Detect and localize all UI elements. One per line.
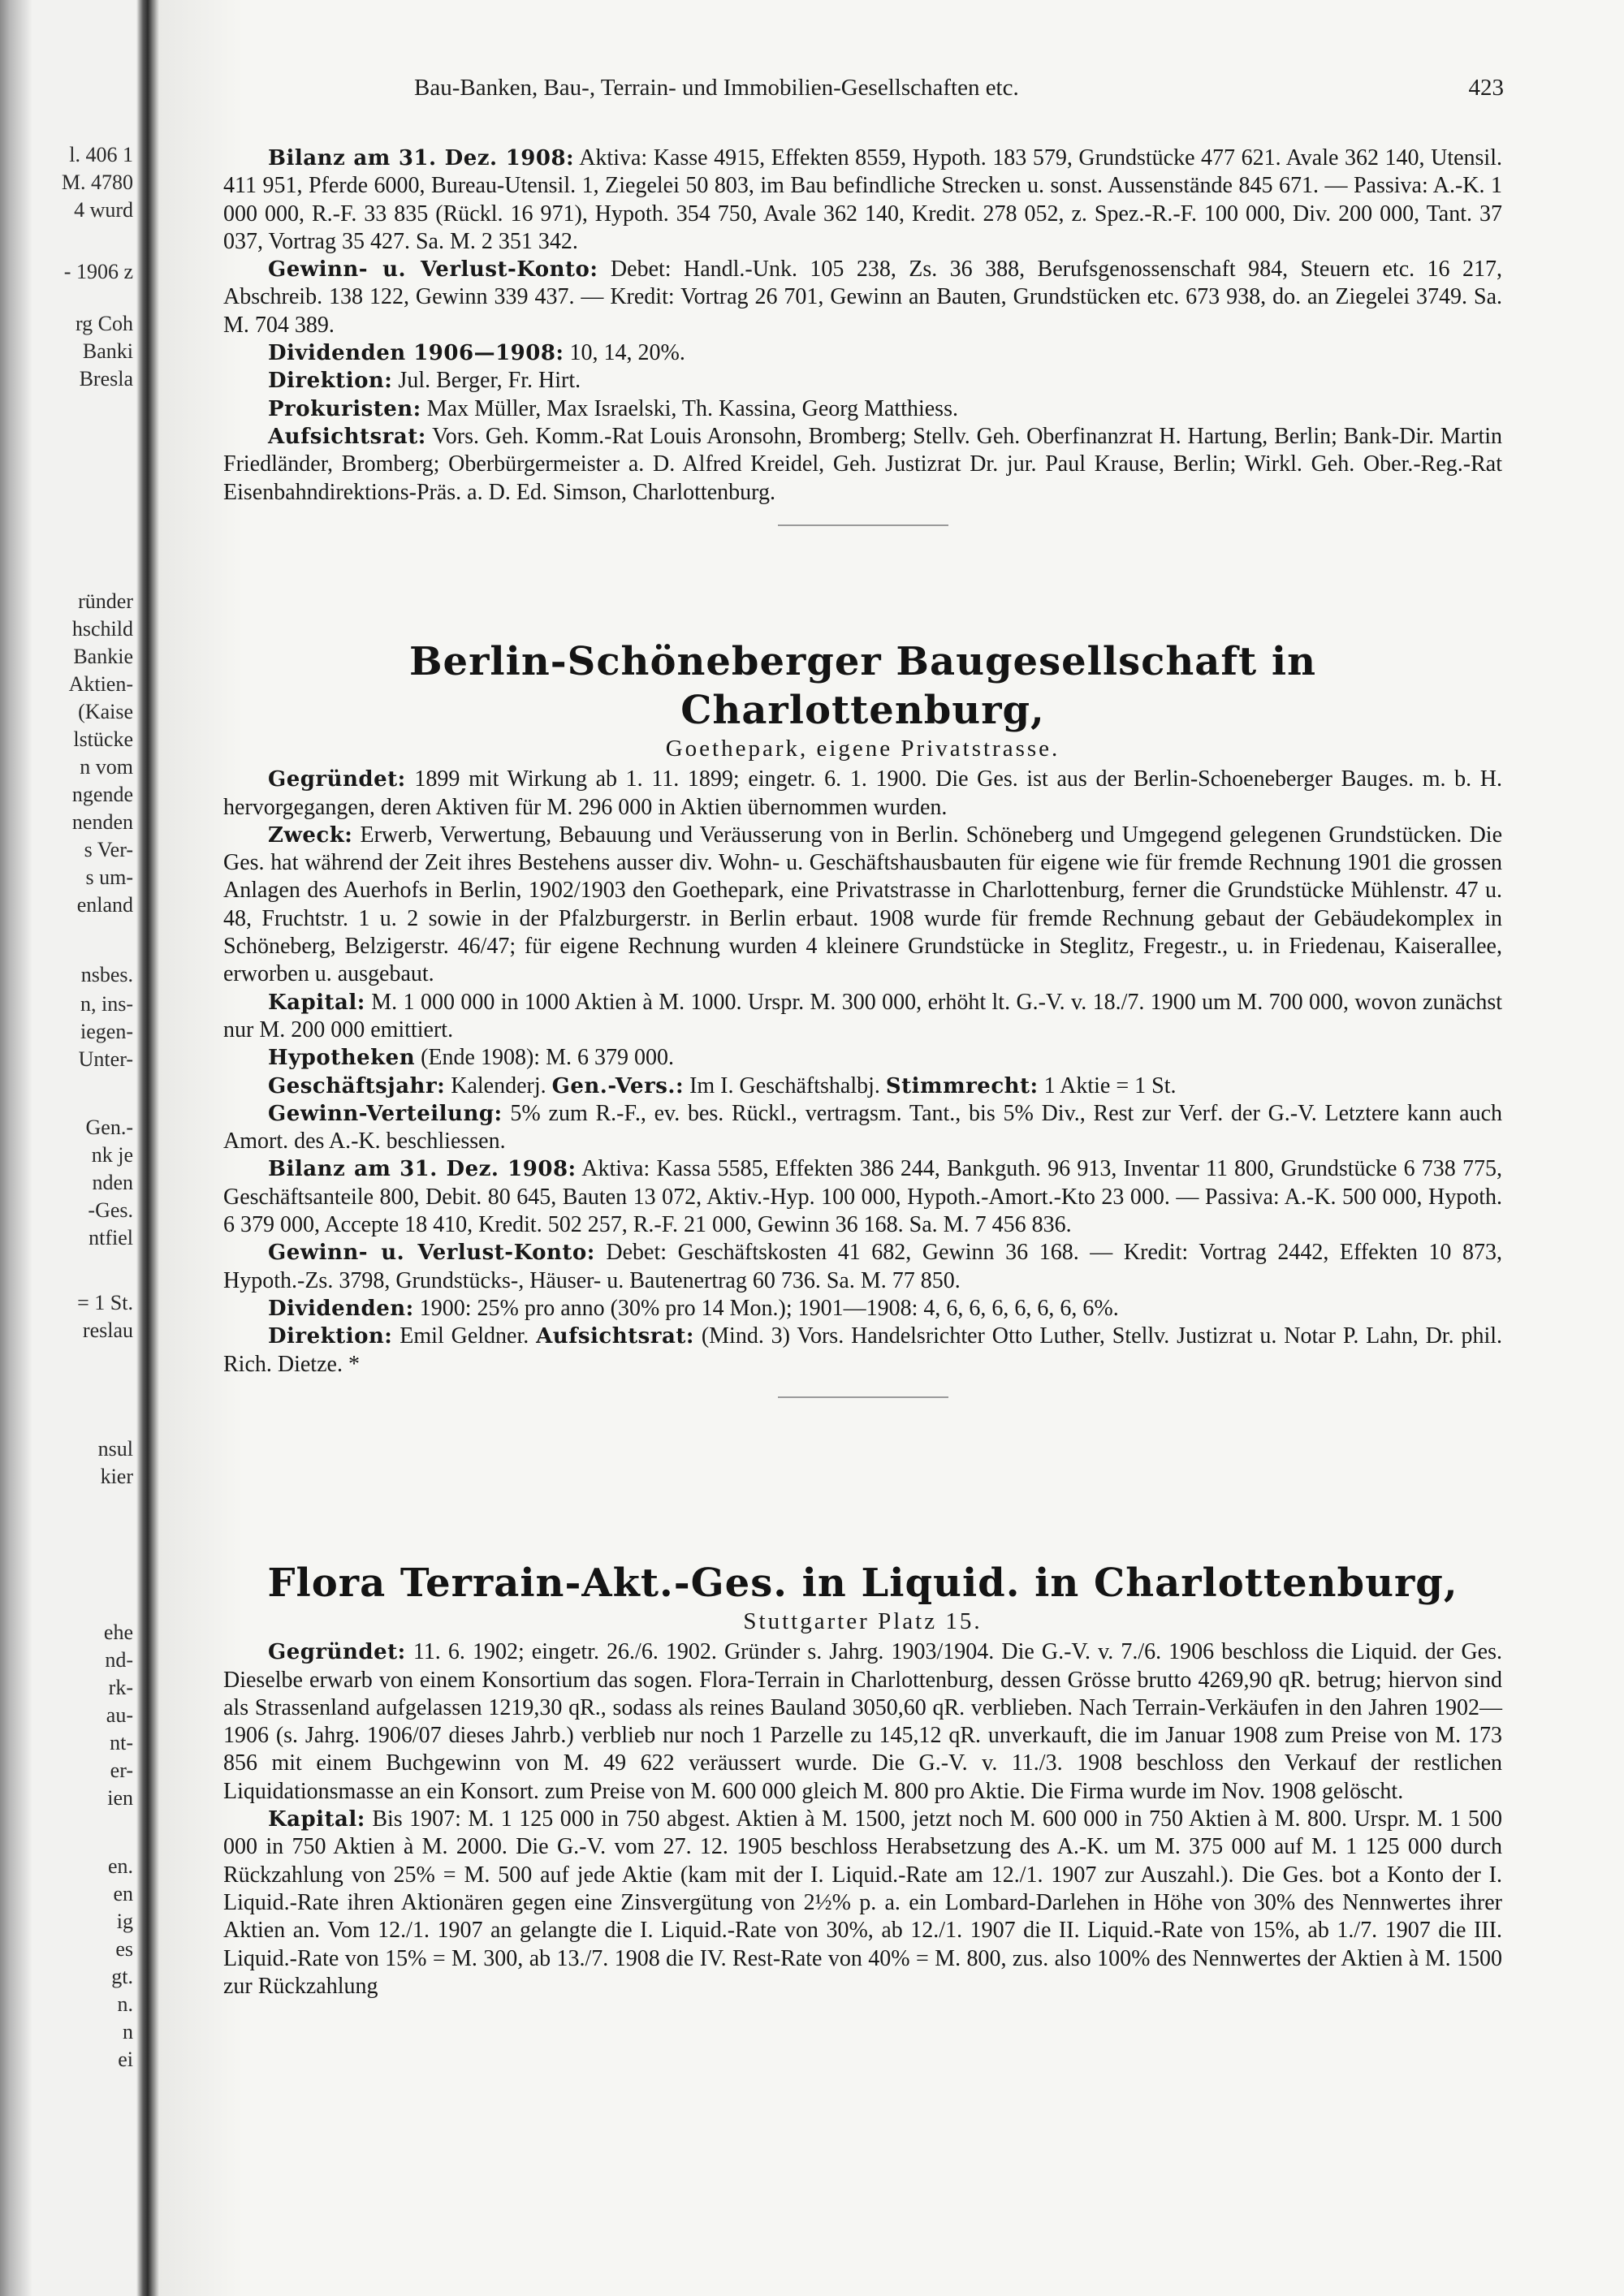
margin-fragment: reslau: [82, 1318, 133, 1342]
margin-fragment: nsbes.: [80, 963, 133, 986]
entry-berlin-schoeneberger: [223, 637, 1502, 1416]
fiscal-year-text: Kalenderj.: [451, 1072, 546, 1098]
profit-loss-text: Debet: Geschäftskosten 41 682, Gewinn 36 168. — Kredit: Vortrag 2442, Effekten 10 873, Hypoth.-Zs. 3798, Grundstücks-, Häuser- u. Bautenertrag 60 736. Sa. M. 77 850.: [223, 1240, 1502, 1293]
authorized-officers-label: Prokuristen:: [268, 396, 421, 421]
purpose-paragraph: [223, 822, 1502, 989]
supervisory-board-text: (Mind. 3) Vors. Handelsrichter Otto Luther, Stellv. Justizrat u. Notar P. Lahn, Dr. phil. Rich. Dietze. *: [223, 1323, 1503, 1377]
margin-fragment: rg Coh: [75, 312, 133, 335]
page-number: 423: [1468, 75, 1504, 101]
general-meeting-text: Im I. Geschäftshalbj.: [689, 1072, 880, 1098]
profit-loss-paragraph: [223, 1239, 1502, 1295]
margin-fragment: M. 4780: [61, 170, 133, 194]
dividends-label: Dividenden 1906—1908:: [268, 341, 564, 366]
capital-text: Bis 1907: M. 1 125 000 in 750 abgest. Aktien à M. 1500, jetzt noch M. 600 000 in 750 Aktien à M. 800. Urspr. M. 1 500 000 in 750 Aktien à M. 2000. Die G.-V. vom 27. 12. 1905 beschloss Herabsetzung des A.-K. um M. 375 000 auf M. 1 125 000 durch Rückzahlung von 25% = M. 500 auf jede Aktie (kam mit der I. Liquid.-Rate am 12./1. 1907 zur Auszahl.). Die Ges. bot a Konto der I. Liquid.-Rate ihren Aktionären gegen eine Zinsvergütung von 2½% p. a. ein Lombard-Darlehen in Höhe von 30% des Nennwertes ihrer Aktien an. Vom 12./1. 1907 an gelangte die I. Liquid.-Rate von 30%, ab 12./1. 1907 die II. Liquid.-Rate von 15%, ab 1./7. 1907 die III. Liquid.-Rate von 15% = M. 300, ab 13./7. 1908 die IV. Rest-Rate von 40% = M. 800, zus. also 100% des Nennwertes der Aktien à M. 1500 zur Rückzahlung: [223, 1806, 1502, 1999]
dividends-text: 10, 14, 20%.: [569, 340, 685, 366]
entry-flora-terrain: [223, 1559, 1502, 2000]
margin-fragment: au-: [106, 1703, 133, 1727]
founded-label: Gegründet:: [268, 767, 406, 792]
company-address: Stuttgarter Platz 15.: [743, 1608, 983, 1634]
dividends-paragraph: [223, 1295, 1502, 1323]
margin-fragment: 4 wurd: [74, 198, 133, 222]
margin-fragment: ig: [116, 1910, 133, 1933]
margin-fragment: ien: [107, 1786, 133, 1810]
running-head-title: Bau-Banken, Bau-, Terrain- und Immobilien-Gesellschaften etc.: [414, 75, 1019, 101]
founded-text: 11. 6. 1902; eingetr. 26./6. 1902. Gründer s. Jahrg. 1903/1904. Die G.-V. v. 7./6. 1906 beschloss die Liquid. der Ges. Dieselbe erwarb von einem Konsortium das sogen. Flora-Terrain in Charlottenburg, dessen Grösse brutto 4269,90 qR. betrug; hiervon sind als Strassenland aufgelassen 1219,30 qR., sodass als reines Bauland 3050,60 qR. verblieben. Nach Terrain-Verkäufen in den Jahren 1902—1906 (s. Jahrg. 1906/07 dieses Jahrb.) verblieb nur noch 1 Parzelle zu 145,12 qR. unverkauft, die im Januar 1908 zum Preise von M. 173 856 mit einem Buchgewinn von M. 49 622 veräussert wurde. Die G.-V. v. 11./3. 1908 beschloss den Verkauf der restlichen Liquidationsmasse an ein Konsort. zum Preise von M. 600 000 gleich M. 800 pro Aktie. Die Firma wurde im Nov. 1908 gelöscht.: [223, 1639, 1502, 1804]
margin-fragment: hschild: [71, 617, 133, 641]
mortgages-paragraph: [223, 1044, 1502, 1072]
management-board-paragraph: [223, 1323, 1502, 1379]
margin-fragment: l. 406 1: [69, 143, 133, 166]
management-label: Direktion:: [268, 369, 393, 394]
margin-fragment: (Kaise: [78, 700, 133, 723]
margin-fragment: nenden: [71, 810, 133, 834]
margin-fragment: = 1 St.: [77, 1291, 133, 1314]
margin-fragment: n, ins-: [80, 992, 133, 1016]
margin-fragment: s um-: [85, 865, 133, 889]
authorized-officers-text: Max Müller, Max Israelski, Th. Kassina, Georg Matthiess.: [426, 395, 958, 421]
margin-fragment: nk je: [91, 1143, 133, 1167]
margin-fragment: ehe: [103, 1621, 133, 1644]
margin-fragment: er-: [110, 1759, 133, 1782]
profit-loss-paragraph: [223, 256, 1502, 339]
running-head: [195, 75, 1510, 107]
balance-text: Aktiva: Kassa 5585, Effekten 386 244, Bankguth. 96 913, Inventar 11 800, Grundstücke 6 738 775, Geschäftsanteile 800, Debit. 80 645, Bauten 13 072, Aktiv.-Hyp. 100 000, Hypoth.-Amort.-Kto 23 000. — Passiva: A.-K. 500 000, Hypoth. 6 379 000, Accepte 18 410, Kredit. 502 257, R.-F. 21 000, Gewinn 36 168. Sa. M. 7 456 836.: [223, 1156, 1502, 1238]
balance-text: Aktiva: Kasse 4915, Effekten 8559, Hypoth. 183 579, Grundstücke 477 621. Avale 362 140, Utensil. 411 951, Pferde 6000, Bureau-Utensil. 1, Ziegelei 50 803, im Bau befindliche Strecken u. sonst. Aussenstände 845 671. — Passiva: A.-K. 1 000 000, R.-F. 33 835 (Rückl. 16 971), Hypoth. 354 750, Avale 362 140, Kredit. 278 052, z. Spez.-R.-F. 100 000, Div. 200 000, Tant. 37 037, Vortrag 35 427. Sa. M. 2 351 342.: [223, 145, 1502, 254]
profit-loss-label: Gewinn- u. Verlust-Konto:: [268, 257, 598, 283]
margin-fragment: nt-: [110, 1731, 133, 1754]
margin-fragment: en.: [107, 1854, 133, 1878]
balance-sheet-paragraph: [223, 1155, 1502, 1239]
management-paragraph: [223, 367, 1502, 395]
purpose-label: Zweck:: [268, 822, 353, 848]
margin-fragment: en: [113, 1882, 133, 1905]
company-title: Flora Terrain-Akt.-Ges. in Liquid. in Charlottenburg,: [267, 1560, 1458, 1606]
profit-distribution-text: 5% zum R.-F., ev. bes. Rückl., vertragsm. Tant., bis 5% Div., Rest zur Verf. der G.-V. Letztere kann auch Amort. des A.-K. beschliessen.: [223, 1100, 1503, 1154]
capital-paragraph: [223, 1806, 1502, 2000]
margin-fragment: ngende: [71, 783, 133, 806]
margin-fragment: Aktien-: [68, 672, 133, 696]
fiscal-year-paragraph: [223, 1072, 1502, 1100]
margin-fragment: -Ges.: [88, 1198, 133, 1222]
margin-fragment: nd-: [105, 1648, 133, 1672]
balance-sheet-paragraph: [223, 145, 1502, 256]
capital-paragraph: [223, 989, 1502, 1045]
capital-text: M. 1 000 000 in 1000 Aktien à M. 1000. Urspr. M. 300 000, erhöht lt. G.-V. v. 18./7. 1900 um M. 700 000, wovon zunächst nur M. 200 000 emittiert.: [223, 989, 1503, 1042]
margin-fragment: Bresla: [79, 367, 133, 391]
profit-distribution-paragraph: [223, 1100, 1502, 1156]
mortgages-label: Hypotheken: [268, 1046, 416, 1071]
margin-fragment: kier: [100, 1465, 133, 1488]
general-meeting-label: Gen.-Vers.:: [551, 1073, 685, 1098]
margin-fragment: Gen.-: [85, 1116, 133, 1139]
supervisory-board-label: Aufsichtsrat:: [268, 424, 426, 449]
margin-fragment: Unter-: [78, 1047, 133, 1071]
margin-fragment: n.: [117, 1992, 133, 2016]
supervisory-board-paragraph: [223, 423, 1502, 507]
dividends-label: Dividenden:: [268, 1296, 414, 1321]
capital-label: Kapital:: [268, 1807, 365, 1832]
margin-fragment: nsul: [97, 1437, 133, 1461]
margin-fragment: Bankie: [73, 645, 133, 668]
adjacent-page-margin: [0, 0, 138, 2296]
supervisory-board-label: Aufsichtsrat:: [536, 1324, 694, 1349]
founded-paragraph: [223, 1638, 1502, 1806]
margin-fragment: gt.: [111, 1965, 133, 1988]
margin-fragment: ei: [118, 2048, 133, 2071]
balance-label: Bilanz am 31. Dez. 1908:: [268, 146, 575, 170]
margin-fragment: - 1906 z: [63, 260, 133, 283]
margin-fragment: n vom: [80, 755, 133, 779]
founded-label: Gegründet:: [268, 1640, 406, 1665]
entry-previous-company: [223, 145, 1502, 544]
management-text: Emil Geldner.: [400, 1323, 529, 1349]
margin-fragment: iegen-: [80, 1020, 133, 1043]
supervisory-board-text: Vors. Geh. Komm.-Rat Louis Aronsohn, Bromberg; Stellv. Geh. Oberfinanzrat H. Hartung, Berlin; Bank-Dir. Martin Friedländer, Bromberg; Oberbürgermeister a. D. Alfred Kreidel, Geh. Justizrat Dr. jur. Paul Krause, Berlin; Wirkl. Geh. Ober.-Reg.-Rat Eisenbahndirektions-Präs. a. D. Ed. Simson, Charlottenburg.: [223, 423, 1503, 505]
dividends-paragraph: [223, 339, 1502, 367]
margin-fragment: Banki: [82, 339, 133, 363]
company-title: Berlin-Schöneberger Baugesellschaft in Charlottenburg,: [408, 639, 1317, 733]
founded-text: 1899 mit Wirkung ab 1. 11. 1899; eingetr. 6. 1. 1900. Die Ges. ist aus der Berlin-Schoeneberger Bauges. m. b. H. hervorgegangen, deren Aktiven für M. 296 000 in Aktien übernommen wurden.: [223, 766, 1503, 820]
margin-fragment: rk-: [108, 1676, 133, 1699]
management-label: Direktion:: [268, 1324, 393, 1349]
mortgages-text: (Ende 1908): M. 6 379 000.: [421, 1045, 674, 1071]
purpose-text: Erwerb, Verwertung, Bebauung und Veräusserung von in Berlin. Schöneberg und Umgegend gelegenen Grundstücken. Die Ges. hat während der Zeit ihres Bestehens ausser div. Wohn- u. Geschäftshausbauten für eigene wie für fremde Rechnung 1901 die grossen Anlagen des Auerhofs in Berlin, 1902/1903 den Goethepark, eine Privatstrasse in Charlottenburg, ferner die Grundstücke Mühlenstr. 47 u. 48, Fruchtstr. 1 u. 2 sowie in der Pfalzburgerstr. in Berlin erbaut. 1908 wurde für fremde Rechnung gebaut der Gebäudekomplex in Schöneberg, Belzigerstr. 46/47; für eigene Rechnung wurden 4 kleinere Grundstücke in Steglitz, Fregestr., u. in Friedenau, Kaiserallee, erworben u. ausgebaut.: [223, 822, 1502, 987]
margin-fragment: es: [115, 1937, 133, 1961]
authorized-officers-paragraph: [223, 395, 1502, 423]
section-divider: [778, 1396, 948, 1398]
section-divider: [778, 524, 948, 526]
margin-fragment: nden: [92, 1171, 133, 1194]
dividends-text: 1900: 25% pro anno (30% pro 14 Mon.); 1901—1908: 4, 6, 6, 6, 6, 6, 6, 6%.: [419, 1295, 1119, 1321]
margin-fragment: s Ver-: [84, 838, 133, 861]
management-text: Jul. Berger, Fr. Hirt.: [398, 368, 581, 394]
profit-loss-label: Gewinn- u. Verlust-Konto:: [268, 1241, 595, 1266]
margin-fragment: ntfiel: [89, 1226, 133, 1249]
margin-fragment: lstücke: [73, 727, 133, 751]
capital-label: Kapital:: [268, 990, 365, 1015]
voting-right-label: Stimmrecht:: [885, 1073, 1039, 1098]
margin-fragment: ründer: [78, 589, 133, 613]
founded-paragraph: [223, 766, 1502, 822]
fiscal-year-label: Geschäftsjahr:: [268, 1073, 446, 1098]
profit-distribution-label: Gewinn-Verteilung:: [268, 1101, 503, 1126]
voting-right-text: 1 Aktie = 1 St.: [1043, 1072, 1177, 1098]
margin-fragment: n: [123, 2020, 133, 2044]
balance-label: Bilanz am 31. Dez. 1908:: [268, 1157, 577, 1182]
profit-loss-text: Debet: Handl.-Unk. 105 238, Zs. 36 388, Berufsgenossenschaft 984, Steuern etc. 16 217, Abschreib. 138 122, Gewinn 339 437. — Kredit: Vortrag 26 701, Gewinn an Bauten, Grundstücken etc. 673 938, do. an Ziegelei 3749. Sa. M. 704 389.: [223, 257, 1502, 338]
company-address: Goethepark, eigene Privatstrasse.: [665, 736, 1060, 762]
margin-fragment: enland: [76, 893, 133, 917]
